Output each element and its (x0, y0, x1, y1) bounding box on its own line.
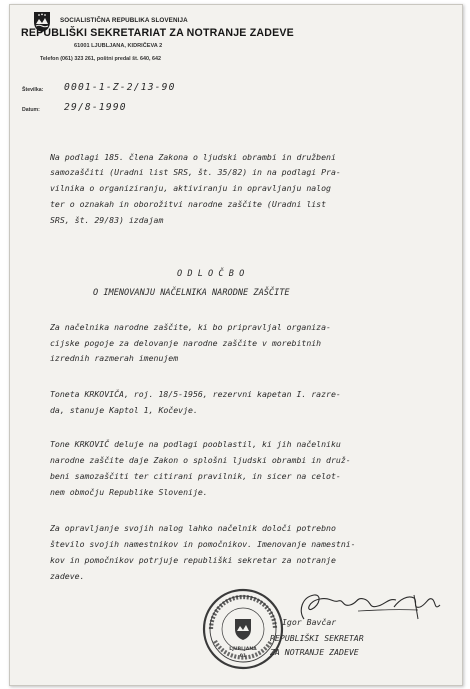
signer-name: Igor Bavčar (282, 617, 337, 627)
paragraph-1-line: Za načelnika narodne zaščite, ki bo pripravljal organiza- (50, 322, 331, 332)
signer-title-line-1: REPUBLIŠKI SEKRETAR (270, 633, 364, 643)
letterhead-phone: Telefon (061) 323 261, poštni predal št. 640, 642 (40, 56, 161, 62)
preamble-line: Na podlagi 185. člena Zakona o ljudski obrambi in družbeni (50, 152, 336, 162)
preamble-line: SRS, št. 29/83) izdajam (50, 215, 164, 225)
paragraph-3-line: Tone KRKOVIČ deluje na podlagi pooblastil, ki jih načelniku (50, 439, 341, 449)
number-label: Številka: (22, 87, 44, 93)
paragraph-2-line: da, stanuje Kaptol 1, Kočevje. (50, 405, 198, 415)
paragraph-1-line: izrednih razmerah imenujem (50, 353, 179, 363)
date-value: 29/8-1990 (64, 102, 127, 113)
paragraph-4-line: Za opravljanje svojih nalog lahko načelnik določi potrebno (50, 523, 336, 533)
paragraph-2-line: Toneta KRKOVIČA, roj. 18/5-1956, rezervni kapetan I. razre- (50, 389, 341, 399)
letterhead-republic: SOCIALISTIČNA REPUBLIKA SLOVENIJA (60, 17, 188, 24)
decision-title: O D L O Č B O (177, 269, 245, 279)
paragraph-1-line: cijske pogoje za delovanje narodne zaščite v morebitnih (50, 338, 322, 348)
paragraph-3-line: beni samozaščiti ter citirani pravilnik, in sicer na celot- (50, 471, 341, 481)
stamp-number: 01 (239, 654, 247, 659)
preamble-line: ter o oznakah in oborožitvi narodne zaščite (Uradni list (50, 199, 327, 209)
letterhead-title: REPUBLIŠKI SEKRETARIAT ZA NOTRANJE ZADEVE (21, 27, 294, 39)
date-label: Datum: (22, 107, 40, 113)
paragraph-4-line: kov in pomočnikov potrjuje republiški sekretar za notranje (50, 555, 336, 565)
paragraph-4-line: zadeve. (50, 571, 85, 581)
paragraph-3-line: narodne zaščite daje Zakon o splošni ljudski obrambi in druž- (50, 455, 351, 465)
number-value: 0001-1-Z-2/13-90 (64, 82, 176, 93)
stamp-city: LJUBLJANA (229, 647, 257, 652)
signer-title-line-2: ZA NOTRANJE ZADEVE (270, 647, 359, 657)
letterhead-address: 61001 LJUBLJANA, KIDRIČEVA 2 (74, 43, 163, 49)
preamble-line: samozaščiti (Uradni list SRS, št. 35/82) in na podlagi Pra- (50, 167, 341, 177)
paragraph-3-line: nem območju Republike Slovenije. (50, 487, 208, 497)
decision-subtitle: O IMENOVANJU NAČELNIKA NARODNE ZAŠČITE (93, 288, 290, 298)
document-page (9, 4, 463, 686)
paragraph-4-line: število svojih namestnikov in pomočnikov. Imenovanje namestni- (50, 539, 356, 549)
preamble-line: vilnika o organiziranju, aktiviranju in opravljanju nalog (50, 183, 331, 193)
